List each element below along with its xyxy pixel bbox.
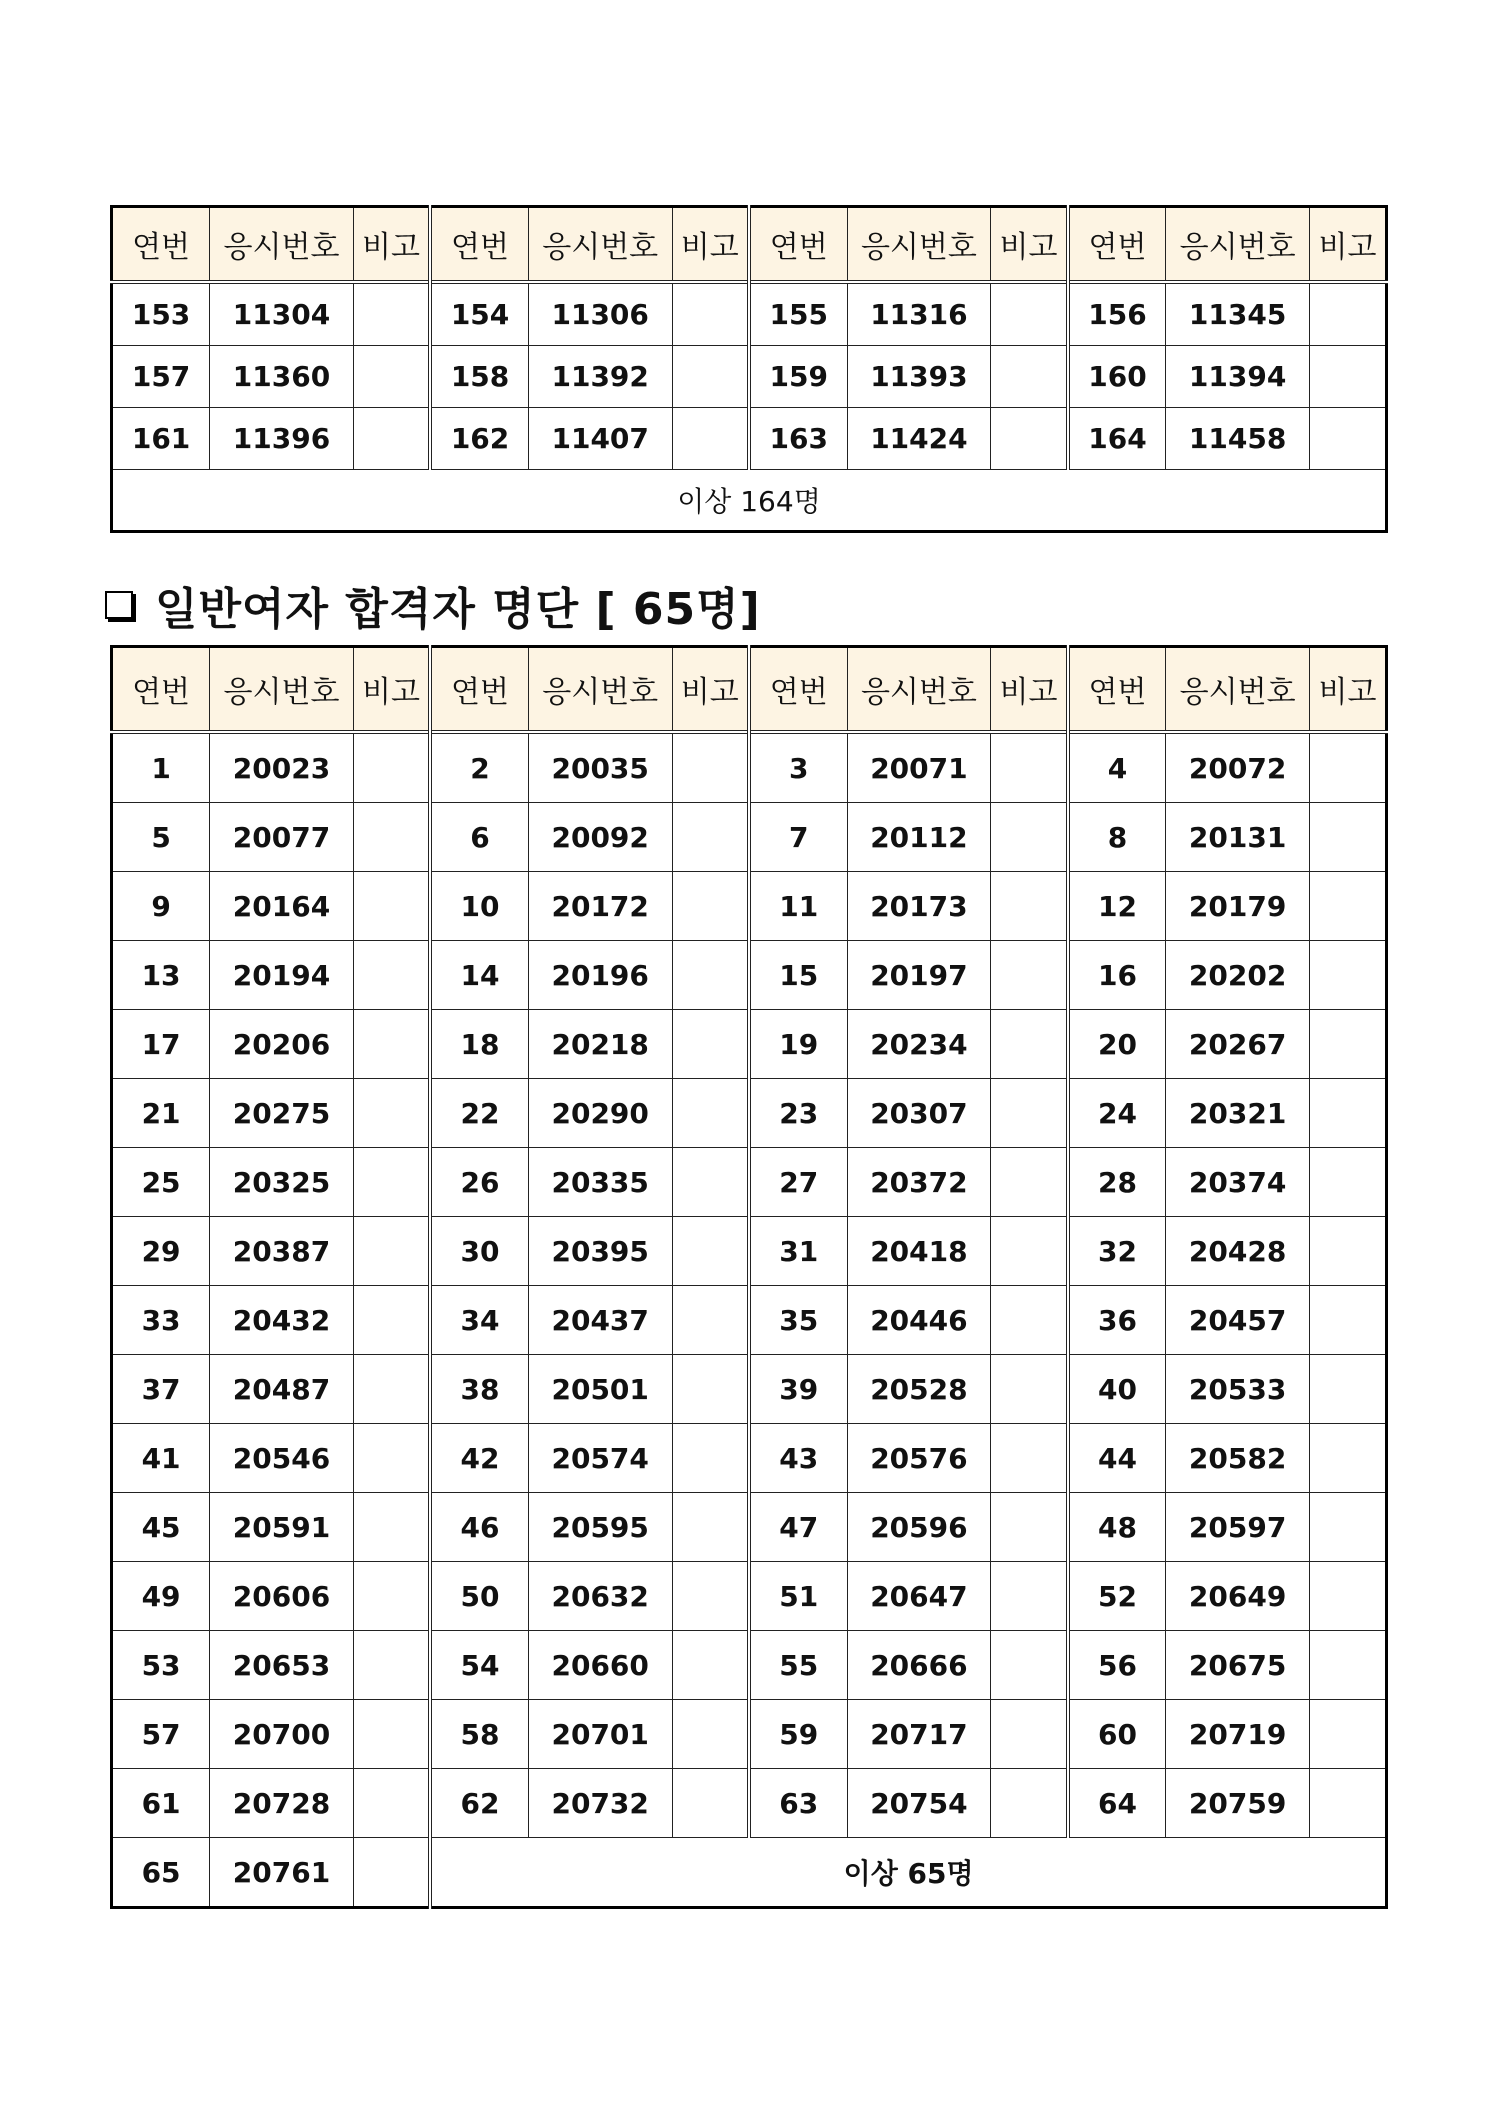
remarks-cell	[353, 282, 430, 346]
exam-number-cell: 20647	[847, 1562, 991, 1631]
remarks-cell	[353, 732, 430, 803]
remarks-cell	[353, 1010, 430, 1079]
table-row	[112, 1079, 1387, 1148]
header-no: 연번	[1068, 207, 1166, 283]
exam-number-cell: 11407	[528, 408, 672, 470]
serial-number-cell: 61	[112, 1769, 210, 1838]
serial-number-cell: 16	[1068, 941, 1166, 1010]
table-row	[112, 1493, 1387, 1562]
remarks-cell	[353, 1148, 430, 1217]
header-remarks: 비고	[991, 647, 1068, 733]
remarks-cell	[1309, 1493, 1386, 1562]
serial-number-cell: 162	[430, 408, 528, 470]
exam-number-cell: 20728	[210, 1769, 354, 1838]
remarks-cell	[672, 282, 749, 346]
serial-number-cell: 28	[1068, 1148, 1166, 1217]
serial-number-cell: 1	[112, 732, 210, 803]
serial-number-cell: 21	[112, 1079, 210, 1148]
table-row	[112, 346, 1387, 408]
exam-number-cell: 20533	[1166, 1355, 1310, 1424]
total-row	[112, 470, 1387, 532]
remarks-cell	[991, 1355, 1068, 1424]
remarks-cell	[991, 1217, 1068, 1286]
exam-number-cell: 11345	[1166, 282, 1310, 346]
remarks-cell	[1309, 1424, 1386, 1493]
serial-number-cell: 58	[430, 1700, 528, 1769]
serial-number-cell: 63	[749, 1769, 847, 1838]
exam-number-cell: 20700	[210, 1700, 354, 1769]
remarks-cell	[672, 941, 749, 1010]
remarks-cell	[353, 1079, 430, 1148]
serial-number-cell: 56	[1068, 1631, 1166, 1700]
remarks-cell	[672, 1010, 749, 1079]
exam-number-cell: 20077	[210, 803, 354, 872]
serial-number-cell: 9	[112, 872, 210, 941]
remarks-cell	[1309, 1631, 1386, 1700]
exam-number-cell: 11304	[210, 282, 354, 346]
serial-number-cell: 33	[112, 1286, 210, 1355]
exam-number-cell: 20487	[210, 1355, 354, 1424]
table-row	[112, 872, 1387, 941]
exam-number-cell: 11394	[1166, 346, 1310, 408]
table-header-row	[112, 647, 1387, 733]
remarks-cell	[672, 346, 749, 408]
exam-number-cell: 20576	[847, 1424, 991, 1493]
exam-number-cell: 20035	[528, 732, 672, 803]
exam-number-cell: 20197	[847, 941, 991, 1010]
remarks-cell	[991, 872, 1068, 941]
serial-number-cell: 29	[112, 1217, 210, 1286]
exam-number-cell: 20761	[210, 1838, 354, 1908]
exam-number-cell: 11306	[528, 282, 672, 346]
remarks-cell	[1309, 872, 1386, 941]
table-row	[112, 1769, 1387, 1838]
exam-number-cell: 20660	[528, 1631, 672, 1700]
serial-number-cell: 163	[749, 408, 847, 470]
header-no: 연번	[1068, 647, 1166, 733]
serial-number-cell: 159	[749, 346, 847, 408]
serial-number-cell: 157	[112, 346, 210, 408]
header-exam-number: 응시번호	[528, 207, 672, 283]
serial-number-cell: 27	[749, 1148, 847, 1217]
header-remarks: 비고	[672, 207, 749, 283]
exam-number-cell: 20574	[528, 1424, 672, 1493]
remarks-cell	[1309, 282, 1386, 346]
exam-number-cell: 20131	[1166, 803, 1310, 872]
remarks-cell	[1309, 408, 1386, 470]
serial-number-cell: 46	[430, 1493, 528, 1562]
serial-number-cell: 36	[1068, 1286, 1166, 1355]
exam-number-cell: 20701	[528, 1700, 672, 1769]
table-row	[112, 1217, 1387, 1286]
remarks-cell	[991, 346, 1068, 408]
header-exam-number: 응시번호	[1166, 647, 1310, 733]
serial-number-cell: 37	[112, 1355, 210, 1424]
serial-number-cell: 34	[430, 1286, 528, 1355]
remarks-cell	[991, 1631, 1068, 1700]
exam-number-cell: 11396	[210, 408, 354, 470]
serial-number-cell: 64	[1068, 1769, 1166, 1838]
exam-number-cell: 20335	[528, 1148, 672, 1217]
header-remarks: 비고	[672, 647, 749, 733]
table-row	[112, 1010, 1387, 1079]
remarks-cell	[353, 1562, 430, 1631]
remarks-cell	[991, 282, 1068, 346]
remarks-cell	[672, 872, 749, 941]
exam-number-cell: 20267	[1166, 1010, 1310, 1079]
exam-number-cell: 20071	[847, 732, 991, 803]
exam-number-cell: 20606	[210, 1562, 354, 1631]
exam-number-cell: 20173	[847, 872, 991, 941]
table-row	[112, 1700, 1387, 1769]
serial-number-cell: 2	[430, 732, 528, 803]
exam-number-cell: 20719	[1166, 1700, 1310, 1769]
exam-number-cell: 20164	[210, 872, 354, 941]
serial-number-cell: 41	[112, 1424, 210, 1493]
exam-number-cell: 11393	[847, 346, 991, 408]
remarks-cell	[991, 408, 1068, 470]
remarks-cell	[1309, 1010, 1386, 1079]
remarks-cell	[353, 1493, 430, 1562]
total-count: 이상 164명	[112, 470, 1387, 532]
remarks-cell	[672, 1631, 749, 1700]
remarks-cell	[991, 1700, 1068, 1769]
serial-number-cell: 154	[430, 282, 528, 346]
header-no: 연번	[430, 207, 528, 283]
exam-number-cell: 20092	[528, 803, 672, 872]
exam-number-cell: 20325	[210, 1148, 354, 1217]
header-exam-number: 응시번호	[528, 647, 672, 733]
exam-number-cell: 20307	[847, 1079, 991, 1148]
exam-number-cell: 20582	[1166, 1424, 1310, 1493]
exam-number-cell: 20418	[847, 1217, 991, 1286]
serial-number-cell: 8	[1068, 803, 1166, 872]
remarks-cell	[672, 1700, 749, 1769]
exam-number-cell: 20072	[1166, 732, 1310, 803]
table-row	[112, 1286, 1387, 1355]
header-no: 연번	[749, 647, 847, 733]
serial-number-cell: 14	[430, 941, 528, 1010]
remarks-cell	[353, 941, 430, 1010]
exam-number-cell: 20446	[847, 1286, 991, 1355]
exam-number-cell: 20437	[528, 1286, 672, 1355]
serial-number-cell: 153	[112, 282, 210, 346]
remarks-cell	[1309, 732, 1386, 803]
serial-number-cell: 23	[749, 1079, 847, 1148]
header-remarks: 비고	[353, 647, 430, 733]
remarks-cell	[672, 1355, 749, 1424]
exam-number-cell: 20754	[847, 1769, 991, 1838]
exam-number-cell: 20597	[1166, 1493, 1310, 1562]
table-header-row	[112, 207, 1387, 283]
serial-number-cell: 19	[749, 1010, 847, 1079]
exam-number-cell: 20428	[1166, 1217, 1310, 1286]
exam-number-cell: 20395	[528, 1217, 672, 1286]
serial-number-cell: 52	[1068, 1562, 1166, 1631]
remarks-cell	[1309, 1079, 1386, 1148]
remarks-cell	[672, 732, 749, 803]
serial-number-cell: 31	[749, 1217, 847, 1286]
remarks-cell	[672, 1493, 749, 1562]
header-exam-number: 응시번호	[210, 207, 354, 283]
table-row	[112, 1838, 1387, 1908]
serial-number-cell: 3	[749, 732, 847, 803]
serial-number-cell: 38	[430, 1355, 528, 1424]
exam-number-cell: 20432	[210, 1286, 354, 1355]
exam-number-cell: 20528	[847, 1355, 991, 1424]
exam-number-cell: 20172	[528, 872, 672, 941]
exam-number-cell: 20666	[847, 1631, 991, 1700]
remarks-cell	[353, 408, 430, 470]
remarks-cell	[1309, 1286, 1386, 1355]
serial-number-cell: 59	[749, 1700, 847, 1769]
remarks-cell	[672, 1769, 749, 1838]
remarks-cell	[1309, 803, 1386, 872]
remarks-cell	[991, 803, 1068, 872]
remarks-cell	[1309, 346, 1386, 408]
exam-number-cell: 20202	[1166, 941, 1310, 1010]
serial-number-cell: 155	[749, 282, 847, 346]
header-remarks: 비고	[1309, 207, 1386, 283]
header-remarks: 비고	[991, 207, 1068, 283]
serial-number-cell: 30	[430, 1217, 528, 1286]
serial-number-cell: 18	[430, 1010, 528, 1079]
exam-number-cell: 20675	[1166, 1631, 1310, 1700]
exam-number-cell: 20653	[210, 1631, 354, 1700]
serial-number-cell: 60	[1068, 1700, 1166, 1769]
remarks-cell	[672, 1217, 749, 1286]
header-exam-number: 응시번호	[210, 647, 354, 733]
remarks-cell	[991, 1769, 1068, 1838]
remarks-cell	[991, 1286, 1068, 1355]
exam-number-cell: 11424	[847, 408, 991, 470]
exam-number-cell: 20196	[528, 941, 672, 1010]
serial-number-cell: 10	[430, 872, 528, 941]
remarks-cell	[991, 1010, 1068, 1079]
serial-number-cell: 13	[112, 941, 210, 1010]
table-row	[112, 1148, 1387, 1217]
table-row	[112, 1562, 1387, 1631]
header-no: 연번	[749, 207, 847, 283]
remarks-cell	[991, 1562, 1068, 1631]
exam-number-cell: 20632	[528, 1562, 672, 1631]
section-title	[105, 575, 761, 635]
table-row	[112, 941, 1387, 1010]
serial-number-cell: 164	[1068, 408, 1166, 470]
total-count: 이상 65명	[430, 1838, 1386, 1908]
serial-number-cell: 53	[112, 1631, 210, 1700]
serial-number-cell: 65	[112, 1838, 210, 1908]
table-row	[112, 732, 1387, 803]
remarks-cell	[1309, 1148, 1386, 1217]
exam-number-cell: 20372	[847, 1148, 991, 1217]
header-remarks: 비고	[1309, 647, 1386, 733]
serial-number-cell: 50	[430, 1562, 528, 1631]
remarks-cell	[1309, 1562, 1386, 1631]
header-exam-number: 응시번호	[1166, 207, 1310, 283]
serial-number-cell: 161	[112, 408, 210, 470]
header-no: 연번	[112, 647, 210, 733]
exam-number-cell: 11458	[1166, 408, 1310, 470]
remarks-cell	[991, 732, 1068, 803]
remarks-cell	[991, 941, 1068, 1010]
serial-number-cell: 48	[1068, 1493, 1166, 1562]
serial-number-cell: 160	[1068, 346, 1166, 408]
serial-number-cell: 5	[112, 803, 210, 872]
exam-number-cell: 20275	[210, 1079, 354, 1148]
serial-number-cell: 25	[112, 1148, 210, 1217]
remarks-cell	[672, 1286, 749, 1355]
exam-number-cell: 20206	[210, 1010, 354, 1079]
remarks-cell	[1309, 941, 1386, 1010]
exam-number-cell: 20387	[210, 1217, 354, 1286]
remarks-cell	[991, 1148, 1068, 1217]
serial-number-cell: 49	[112, 1562, 210, 1631]
exam-number-cell: 20546	[210, 1424, 354, 1493]
remarks-cell	[1309, 1700, 1386, 1769]
serial-number-cell: 39	[749, 1355, 847, 1424]
serial-number-cell: 43	[749, 1424, 847, 1493]
table-row	[112, 408, 1387, 470]
remarks-cell	[353, 1424, 430, 1493]
serial-number-cell: 6	[430, 803, 528, 872]
serial-number-cell: 35	[749, 1286, 847, 1355]
serial-number-cell: 24	[1068, 1079, 1166, 1148]
checkbox-square-icon	[105, 591, 133, 619]
remarks-cell	[672, 803, 749, 872]
remarks-cell	[672, 1424, 749, 1493]
remarks-cell	[353, 1631, 430, 1700]
exam-number-cell: 20218	[528, 1010, 672, 1079]
serial-number-cell: 42	[430, 1424, 528, 1493]
header-remarks: 비고	[353, 207, 430, 283]
remarks-cell	[991, 1493, 1068, 1562]
serial-number-cell: 11	[749, 872, 847, 941]
exam-number-cell: 20234	[847, 1010, 991, 1079]
exam-number-cell: 20501	[528, 1355, 672, 1424]
exam-number-cell: 20732	[528, 1769, 672, 1838]
serial-number-cell: 47	[749, 1493, 847, 1562]
serial-number-cell: 158	[430, 346, 528, 408]
remarks-cell	[353, 1355, 430, 1424]
section-title-text: 일반여자 합격자 명단 [ 65명]	[155, 584, 761, 635]
remarks-cell	[353, 872, 430, 941]
remarks-cell	[672, 1079, 749, 1148]
exam-number-cell: 20374	[1166, 1148, 1310, 1217]
remarks-cell	[1309, 1355, 1386, 1424]
table-row	[112, 282, 1387, 346]
serial-number-cell: 4	[1068, 732, 1166, 803]
serial-number-cell: 32	[1068, 1217, 1166, 1286]
serial-number-cell: 45	[112, 1493, 210, 1562]
remarks-cell	[353, 1217, 430, 1286]
serial-number-cell: 40	[1068, 1355, 1166, 1424]
serial-number-cell: 12	[1068, 872, 1166, 941]
table-row	[112, 803, 1387, 872]
serial-number-cell: 55	[749, 1631, 847, 1700]
serial-number-cell: 62	[430, 1769, 528, 1838]
remarks-cell	[672, 408, 749, 470]
serial-number-cell: 22	[430, 1079, 528, 1148]
remarks-cell	[353, 1700, 430, 1769]
exam-number-cell: 20649	[1166, 1562, 1310, 1631]
exam-number-cell: 20717	[847, 1700, 991, 1769]
header-no: 연번	[112, 207, 210, 283]
serial-number-cell: 57	[112, 1700, 210, 1769]
exam-number-cell: 20194	[210, 941, 354, 1010]
exam-number-cell: 20112	[847, 803, 991, 872]
serial-number-cell: 51	[749, 1562, 847, 1631]
exam-number-cell: 11360	[210, 346, 354, 408]
remarks-cell	[1309, 1217, 1386, 1286]
exam-number-cell: 20595	[528, 1493, 672, 1562]
exam-number-cell: 20596	[847, 1493, 991, 1562]
exam-number-cell: 20591	[210, 1493, 354, 1562]
exam-number-cell: 20023	[210, 732, 354, 803]
serial-number-cell: 26	[430, 1148, 528, 1217]
serial-number-cell: 7	[749, 803, 847, 872]
exam-number-cell: 20759	[1166, 1769, 1310, 1838]
remarks-cell	[353, 803, 430, 872]
table-row	[112, 1424, 1387, 1493]
remarks-cell	[1309, 1769, 1386, 1838]
remarks-cell	[353, 346, 430, 408]
remarks-cell	[353, 1769, 430, 1838]
table-row	[112, 1355, 1387, 1424]
serial-number-cell: 44	[1068, 1424, 1166, 1493]
remarks-cell	[991, 1079, 1068, 1148]
serial-number-cell: 54	[430, 1631, 528, 1700]
header-no: 연번	[430, 647, 528, 733]
remarks-cell	[353, 1286, 430, 1355]
results-table-previous	[110, 205, 1388, 533]
remarks-cell	[353, 1838, 430, 1908]
remarks-cell	[672, 1148, 749, 1217]
table-row	[112, 1631, 1387, 1700]
header-exam-number: 응시번호	[847, 647, 991, 733]
results-table-general-female	[110, 645, 1388, 1909]
remarks-cell	[991, 1424, 1068, 1493]
serial-number-cell: 15	[749, 941, 847, 1010]
exam-number-cell: 11392	[528, 346, 672, 408]
header-exam-number: 응시번호	[847, 207, 991, 283]
exam-number-cell: 20457	[1166, 1286, 1310, 1355]
exam-number-cell: 20321	[1166, 1079, 1310, 1148]
exam-number-cell: 11316	[847, 282, 991, 346]
exam-number-cell: 20290	[528, 1079, 672, 1148]
serial-number-cell: 156	[1068, 282, 1166, 346]
serial-number-cell: 17	[112, 1010, 210, 1079]
serial-number-cell: 20	[1068, 1010, 1166, 1079]
exam-number-cell: 20179	[1166, 872, 1310, 941]
remarks-cell	[672, 1562, 749, 1631]
